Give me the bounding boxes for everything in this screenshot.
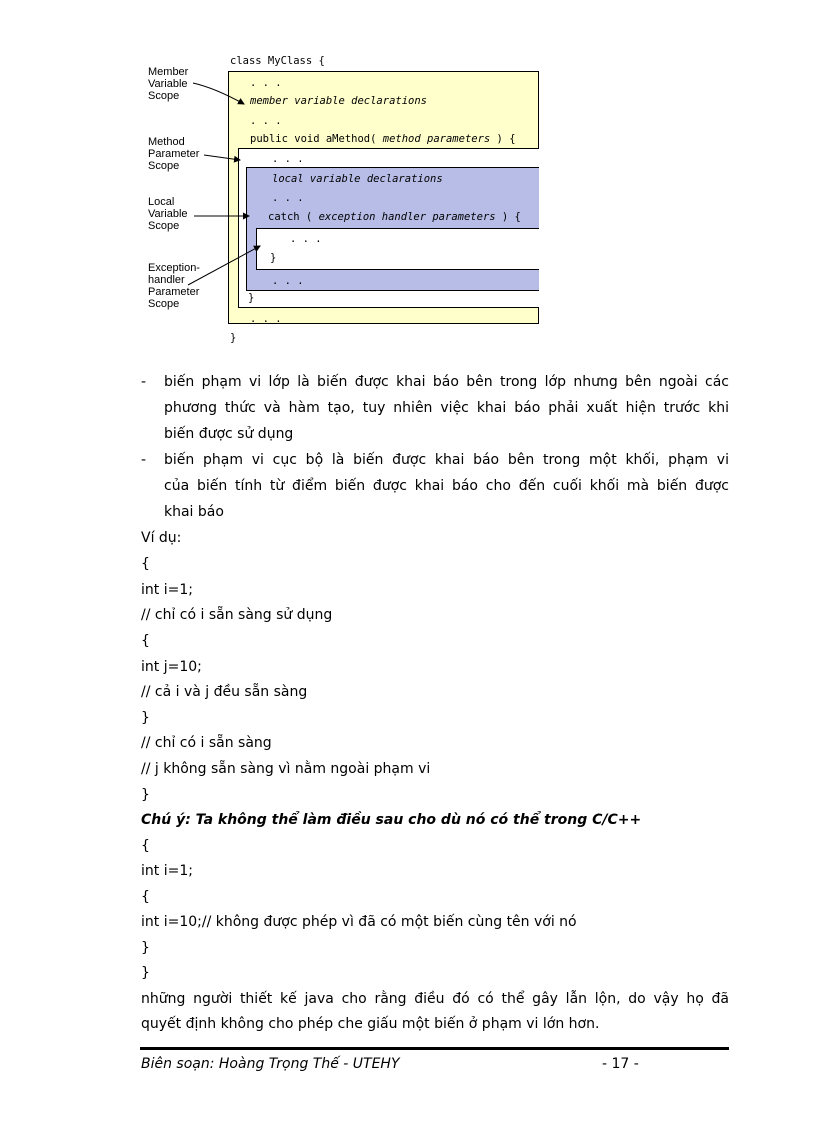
method-signature: public void aMethod( method parameters ) { — [250, 133, 516, 145]
member-dots-bottom: . . . — [250, 313, 282, 325]
member-dots-mid: . . . — [250, 115, 282, 127]
bullet-1-line-3: biến được sử dụng — [164, 426, 294, 442]
local-dots-bottom: . . . — [272, 275, 304, 287]
counter-example-line: { — [141, 889, 150, 905]
example-line: { — [141, 556, 150, 572]
example-line: // j không sẵn sàng vì nằm ngoài phạm vi — [141, 761, 431, 777]
example-line: // chỉ có i sẵn sàng sử dụng — [141, 607, 333, 623]
method-close-brace: } — [248, 292, 255, 304]
catch-line: catch ( exception handler parameters ) { — [268, 211, 521, 223]
label-method-scope: Method Parameter Scope — [148, 136, 200, 172]
scope-diagram — [0, 0, 816, 350]
local-dots: . . . — [272, 192, 304, 204]
method-dots: . . . — [272, 153, 304, 165]
label-local-scope: Local Variable Scope — [148, 196, 188, 232]
counter-example-line: int i=1; — [141, 863, 193, 879]
catch-dots: . . . — [290, 233, 322, 245]
example-line: } — [141, 787, 150, 803]
bullet-2-line-3: khai báo — [164, 504, 224, 520]
example-line: // cả i và j đều sẵn sàng — [141, 684, 308, 700]
class-header: class MyClass { — [230, 55, 325, 67]
example-line: int i=1; — [141, 582, 193, 598]
label-exception-scope: Exception- handler Parameter Scope — [148, 262, 200, 310]
bullet-dash: - — [141, 452, 147, 468]
label-member-scope: Member Variable Scope — [148, 66, 189, 102]
example-line: { — [141, 633, 150, 649]
pointer-arrows — [0, 0, 816, 350]
class-close-brace: } — [230, 332, 237, 344]
counter-example-line: } — [141, 940, 150, 956]
bullet-1-line-2: phương thức và hàm tạo, tuy nhiên việc khai báo phải xuất hiện trước khi — [164, 400, 729, 416]
conclusion-line-1: những người thiết kế java cho rằng điều đó có thể gây lẫn lộn, do vậy họ đã — [141, 991, 729, 1007]
arrow-method — [204, 155, 240, 160]
arrow-member — [193, 83, 244, 104]
bullet-2-line-2: của biến tính từ điểm biến được khai báo cho đến cuối khối mà biến được — [164, 478, 729, 494]
counter-example-line: } — [141, 965, 150, 981]
bullet-1-line-1: biến phạm vi lớp là biến được khai báo bên trong lớp nhưng bên ngoài các — [164, 374, 729, 390]
footer-rule — [140, 1047, 729, 1050]
conclusion-line-2: quyết định không cho phép che giấu một biến ở phạm vi lớn hơn. — [141, 1016, 600, 1032]
example-line: Ví dụ: — [141, 530, 182, 546]
member-declaration: member variable declarations — [250, 95, 428, 107]
catch-close-brace: } — [270, 252, 277, 264]
example-line: } — [141, 710, 150, 726]
counter-example-line: { — [141, 838, 150, 854]
footer-author: Biên soạn: Hoàng Trọng Thế - UTEHY — [141, 1056, 400, 1072]
local-declaration: local variable declarations — [272, 173, 443, 185]
example-line: // chỉ có i sẵn sàng — [141, 735, 272, 751]
note-heading: Chú ý: Ta không thể làm điều sau cho dù nó có thể trong C/C++ — [141, 812, 642, 828]
example-line: int j=10; — [141, 659, 202, 675]
member-dots-top: . . . — [250, 77, 282, 89]
counter-example-line: int i=10;// không được phép vì đã có một biến cùng tên với nó — [141, 914, 577, 930]
bullet-dash: - — [141, 374, 147, 390]
bullet-2-line-1: biến phạm vi cục bộ là biến được khai báo bên trong một khối, phạm vi — [164, 452, 729, 468]
page-number: - 17 - — [602, 1056, 639, 1072]
arrow-exception — [188, 246, 260, 285]
